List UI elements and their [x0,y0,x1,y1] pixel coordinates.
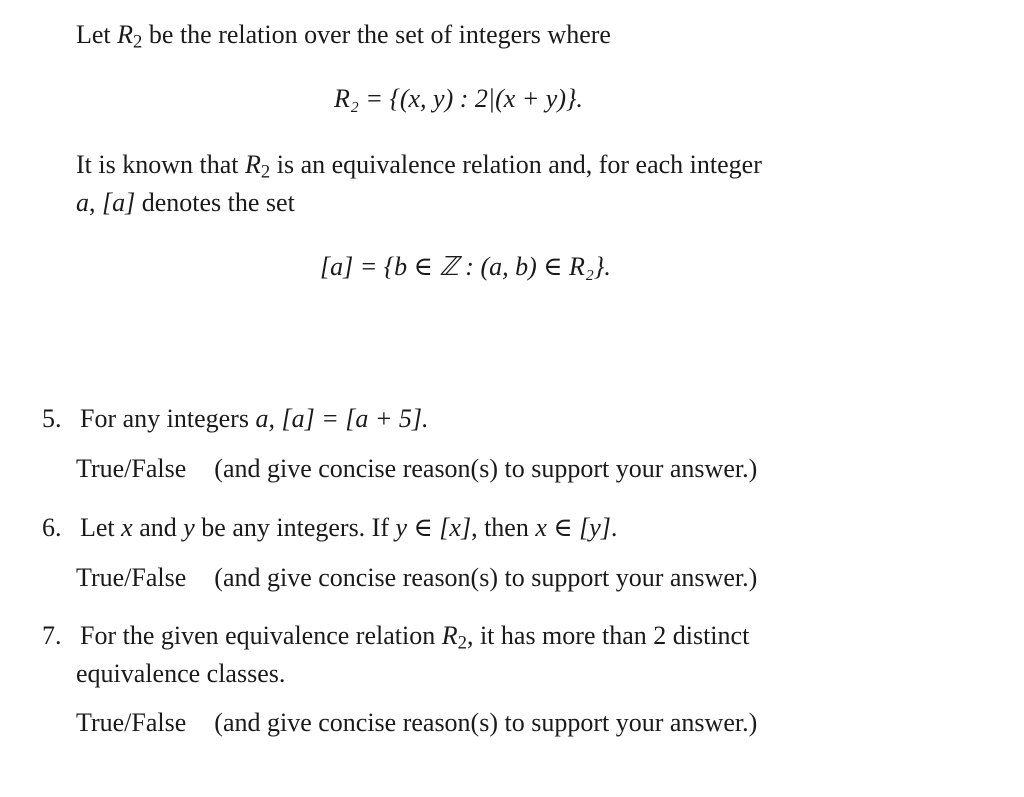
intro-line-3 [76,188,295,218]
intro-line-2-suffix: is an equivalence relation and, for each integer [270,150,762,179]
question-7-answer-prompt [76,708,757,738]
intro-line-3-comma: , [89,188,102,217]
question-6-true-false: True/False [76,563,187,592]
question-7-text-2: , it has more than 2 distinct [466,621,750,650]
question-5-true-false: True/False [76,454,187,483]
question-5-answer-prompt [76,454,757,484]
intro-line-2 [76,150,762,183]
question-5-math: a, [a] = [a + 5]. [255,404,429,433]
question-6-math-2: x ∈ [y] [535,513,611,542]
variable-a: a [76,188,89,217]
intro-line-1 [76,20,611,53]
question-7-number: 7. [42,621,62,650]
question-6-var-y: y [183,513,195,542]
question-7-statement-line-1 [80,621,750,654]
relation-definition-equation: R₂ = {(x, y) : 2|(x + y)}. [334,84,583,113]
question-6-math-1: y ∈ [x] [395,513,472,542]
question-7-statement-line-2: equivalence classes. [76,659,286,688]
question-6-note: (and give concise reason(s) to support your answer.) [214,563,758,592]
question-6-text-1: Let [80,513,122,542]
equivalence-class-definition-equation: [a] = {b ∈ ℤ : (a, b) ∈ R₂}. [320,252,611,281]
equivalence-class-a: [a] [102,188,136,217]
question-6-text-3: be any integers. If [194,513,396,542]
relation-symbol: $R_2$ [245,150,271,183]
question-7-text-1: For the given equivalence relation [80,621,442,650]
intro-line-2-prefix: It is known that [76,150,245,179]
question-5-statement [80,404,429,434]
question-6-var-x: x [121,513,133,542]
question-5-number: 5. [42,404,62,433]
intro-line-1-suffix: be the relation over the set of integers where [142,20,611,49]
question-6-number: 6. [42,513,62,542]
question-5-text: For any integers [80,404,256,433]
question-6-text-5: . [610,513,618,542]
relation-symbol: $R_2$ [117,20,143,53]
question-7-note: (and give concise reason(s) to support your answer.) [214,708,758,737]
intro-line-3-suffix: denotes the set [135,188,295,217]
question-5-note: (and give concise reason(s) to support your answer.) [214,454,758,483]
question-7-true-false: True/False [76,708,187,737]
question-6-text-2: and [132,513,184,542]
question-6-statement [80,513,617,543]
relation-symbol: $R_2$ [441,621,467,654]
question-6-answer-prompt [76,563,757,593]
intro-line-1-prefix: Let [76,20,118,49]
question-6-text-4: , then [471,513,536,542]
